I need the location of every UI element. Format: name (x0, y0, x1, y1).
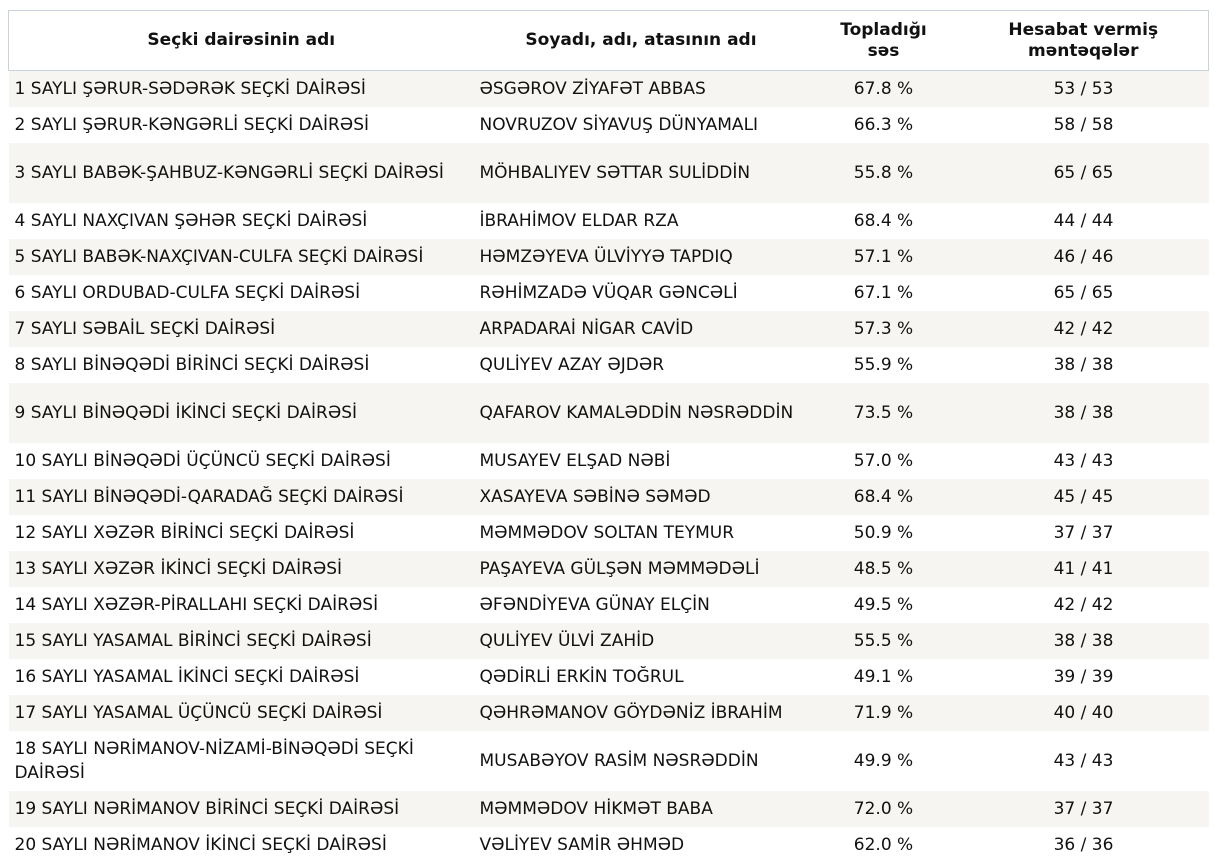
reported-cell: 44 / 44 (959, 203, 1209, 239)
votes-cell: 57.3 % (809, 311, 959, 347)
votes-cell: 50.9 % (809, 515, 959, 551)
reported-cell: 58 / 58 (959, 107, 1209, 143)
votes-cell: 73.5 % (809, 383, 959, 443)
header-reported-label-line1: Hesabat vermiş (1008, 19, 1159, 40)
candidate-cell: MÖHBALIYEV SƏTTAR SULİDDİN (474, 143, 809, 203)
candidate-cell: QULİYEV AZAY ƏJDƏR (474, 347, 809, 383)
election-results-table (8, 10, 1209, 863)
candidate-cell: VƏLİYEV SAMİR ƏHMƏD (474, 827, 809, 863)
header-candidate-label: Soyadı, adı, atasının adı (525, 30, 757, 50)
candidate-cell: RƏHİMZADƏ VÜQAR GƏNCƏLİ (474, 275, 809, 311)
reported-cell: 45 / 45 (959, 479, 1209, 515)
table-row (9, 827, 1209, 863)
header-district (9, 11, 474, 71)
table-row (9, 791, 1209, 827)
district-cell: 8 SAYLI BİNƏQƏDİ BİRİNCİ SEÇKİ DAİRƏSİ (9, 347, 474, 383)
district-cell: 4 SAYLI NAXÇIVAN ŞƏHƏR SEÇKİ DAİRƏSİ (9, 203, 474, 239)
votes-cell: 55.8 % (809, 143, 959, 203)
district-cell: 11 SAYLI BİNƏQƏDİ-QARADAĞ SEÇKİ DAİRƏSİ (9, 479, 474, 515)
reported-cell: 43 / 43 (959, 443, 1209, 479)
header-candidate (474, 11, 809, 71)
reported-cell: 37 / 37 (959, 791, 1209, 827)
votes-cell: 67.8 % (809, 71, 959, 108)
reported-cell: 65 / 65 (959, 143, 1209, 203)
candidate-cell: PAŞAYEVA GÜLŞƏN MƏMMƏDƏLİ (474, 551, 809, 587)
table-row (9, 107, 1209, 143)
table-row (9, 479, 1209, 515)
table-row (9, 695, 1209, 731)
district-cell: 18 SAYLI NƏRİMANOV-NİZAMİ-BİNƏQƏDİ SEÇKİ DAİRƏSİ (9, 731, 474, 791)
candidate-cell: İBRAHİMOV ELDAR RZA (474, 203, 809, 239)
reported-cell: 41 / 41 (959, 551, 1209, 587)
header-reported (959, 11, 1209, 71)
votes-cell: 55.5 % (809, 623, 959, 659)
results-table-container (8, 10, 1208, 863)
candidate-cell: QAFAROV KAMALƏDDİN NƏSRƏDDİN (474, 383, 809, 443)
reported-cell: 38 / 38 (959, 347, 1209, 383)
reported-cell: 65 / 65 (959, 275, 1209, 311)
reported-cell: 42 / 42 (959, 587, 1209, 623)
district-cell: 17 SAYLI YASAMAL ÜÇÜNCÜ SEÇKİ DAİRƏSİ (9, 695, 474, 731)
district-cell: 7 SAYLI SƏBAİL SEÇKİ DAİRƏSİ (9, 311, 474, 347)
votes-cell: 62.0 % (809, 827, 959, 863)
candidate-cell: ARPADARAİ NİGAR CAVİD (474, 311, 809, 347)
district-cell: 12 SAYLI XƏZƏR BİRİNCİ SEÇKİ DAİRƏSİ (9, 515, 474, 551)
table-row (9, 311, 1209, 347)
votes-cell: 71.9 % (809, 695, 959, 731)
votes-cell: 49.5 % (809, 587, 959, 623)
table-row (9, 731, 1209, 791)
reported-cell: 53 / 53 (959, 71, 1209, 108)
votes-cell: 49.1 % (809, 659, 959, 695)
reported-cell: 37 / 37 (959, 515, 1209, 551)
reported-cell: 38 / 38 (959, 383, 1209, 443)
district-cell: 10 SAYLI BİNƏQƏDİ ÜÇÜNCÜ SEÇKİ DAİRƏSİ (9, 443, 474, 479)
table-row (9, 623, 1209, 659)
header-votes (809, 11, 959, 71)
table-row (9, 587, 1209, 623)
candidate-cell: QƏHRƏMANOV GÖYDƏNİZ İBRAHİM (474, 695, 809, 731)
district-cell: 19 SAYLI NƏRİMANOV BİRİNCİ SEÇKİ DAİRƏSİ (9, 791, 474, 827)
candidate-cell: QULİYEV ÜLVİ ZAHİD (474, 623, 809, 659)
votes-cell: 72.0 % (809, 791, 959, 827)
candidate-cell: NOVRUZOV SİYAVUŞ DÜNYAMALI (474, 107, 809, 143)
table-row (9, 239, 1209, 275)
district-cell: 5 SAYLI BABƏK-NAXÇIVAN-CULFA SEÇKİ DAİRƏSİ (9, 239, 474, 275)
candidate-cell: MUSABƏYOV RASİM NƏSRƏDDİN (474, 731, 809, 791)
header-district-label: Seçki dairəsinin adı (147, 30, 336, 50)
table-row (9, 515, 1209, 551)
candidate-cell: ƏSGƏROV ZİYAFƏT ABBAS (474, 71, 809, 108)
candidate-cell: XASAYEVA SƏBİNƏ SƏMƏD (474, 479, 809, 515)
reported-cell: 40 / 40 (959, 695, 1209, 731)
reported-cell: 36 / 36 (959, 827, 1209, 863)
district-cell: 16 SAYLI YASAMAL İKİNCİ SEÇKİ DAİRƏSİ (9, 659, 474, 695)
table-row (9, 203, 1209, 239)
votes-cell: 57.0 % (809, 443, 959, 479)
table-body (9, 71, 1209, 864)
candidate-cell: QƏDİRLİ ERKİN TOĞRUL (474, 659, 809, 695)
district-cell: 13 SAYLI XƏZƏR İKİNCİ SEÇKİ DAİRƏSİ (9, 551, 474, 587)
votes-cell: 57.1 % (809, 239, 959, 275)
votes-cell: 55.9 % (809, 347, 959, 383)
header-votes-label-line1: Topladığı (840, 19, 927, 40)
reported-cell: 39 / 39 (959, 659, 1209, 695)
district-cell: 1 SAYLI ŞƏRUR-SƏDƏRƏK SEÇKİ DAİRƏSİ (9, 71, 474, 108)
district-cell: 14 SAYLI XƏZƏR-PİRALLAHI SEÇKİ DAİRƏSİ (9, 587, 474, 623)
header-reported-label-line2: məntəqələr (1028, 40, 1139, 61)
table-row (9, 551, 1209, 587)
table-header (9, 11, 1209, 71)
district-cell: 3 SAYLI BABƏK-ŞAHBUZ-KƏNGƏRLİ SEÇKİ DAİRƏSİ (9, 143, 474, 203)
votes-cell: 67.1 % (809, 275, 959, 311)
reported-cell: 46 / 46 (959, 239, 1209, 275)
candidate-cell: HƏMZƏYEVA ÜLVİYYƏ TAPDIQ (474, 239, 809, 275)
votes-cell: 49.9 % (809, 731, 959, 791)
votes-cell: 68.4 % (809, 479, 959, 515)
table-row (9, 71, 1209, 108)
district-cell: 15 SAYLI YASAMAL BİRİNCİ SEÇKİ DAİRƏSİ (9, 623, 474, 659)
header-row (9, 11, 1209, 71)
district-cell: 2 SAYLI ŞƏRUR-KƏNGƏRLİ SEÇKİ DAİRƏSİ (9, 107, 474, 143)
table-row (9, 347, 1209, 383)
district-cell: 9 SAYLI BİNƏQƏDİ İKİNCİ SEÇKİ DAİRƏSİ (9, 383, 474, 443)
table-row (9, 143, 1209, 203)
reported-cell: 42 / 42 (959, 311, 1209, 347)
district-cell: 20 SAYLI NƏRİMANOV İKİNCİ SEÇKİ DAİRƏSİ (9, 827, 474, 863)
candidate-cell: ƏFƏNDİYEVA GÜNAY ELÇİN (474, 587, 809, 623)
table-row (9, 275, 1209, 311)
votes-cell: 68.4 % (809, 203, 959, 239)
reported-cell: 43 / 43 (959, 731, 1209, 791)
reported-cell: 38 / 38 (959, 623, 1209, 659)
candidate-cell: MƏMMƏDOV HİKMƏT BABA (474, 791, 809, 827)
header-votes-label-line2: səs (867, 40, 900, 61)
candidate-cell: MUSAYEV ELŞAD NƏBİ (474, 443, 809, 479)
candidate-cell: MƏMMƏDOV SOLTAN TEYMUR (474, 515, 809, 551)
table-row (9, 659, 1209, 695)
table-row (9, 383, 1209, 443)
table-row (9, 443, 1209, 479)
votes-cell: 48.5 % (809, 551, 959, 587)
district-cell: 6 SAYLI ORDUBAD-CULFA SEÇKİ DAİRƏSİ (9, 275, 474, 311)
votes-cell: 66.3 % (809, 107, 959, 143)
